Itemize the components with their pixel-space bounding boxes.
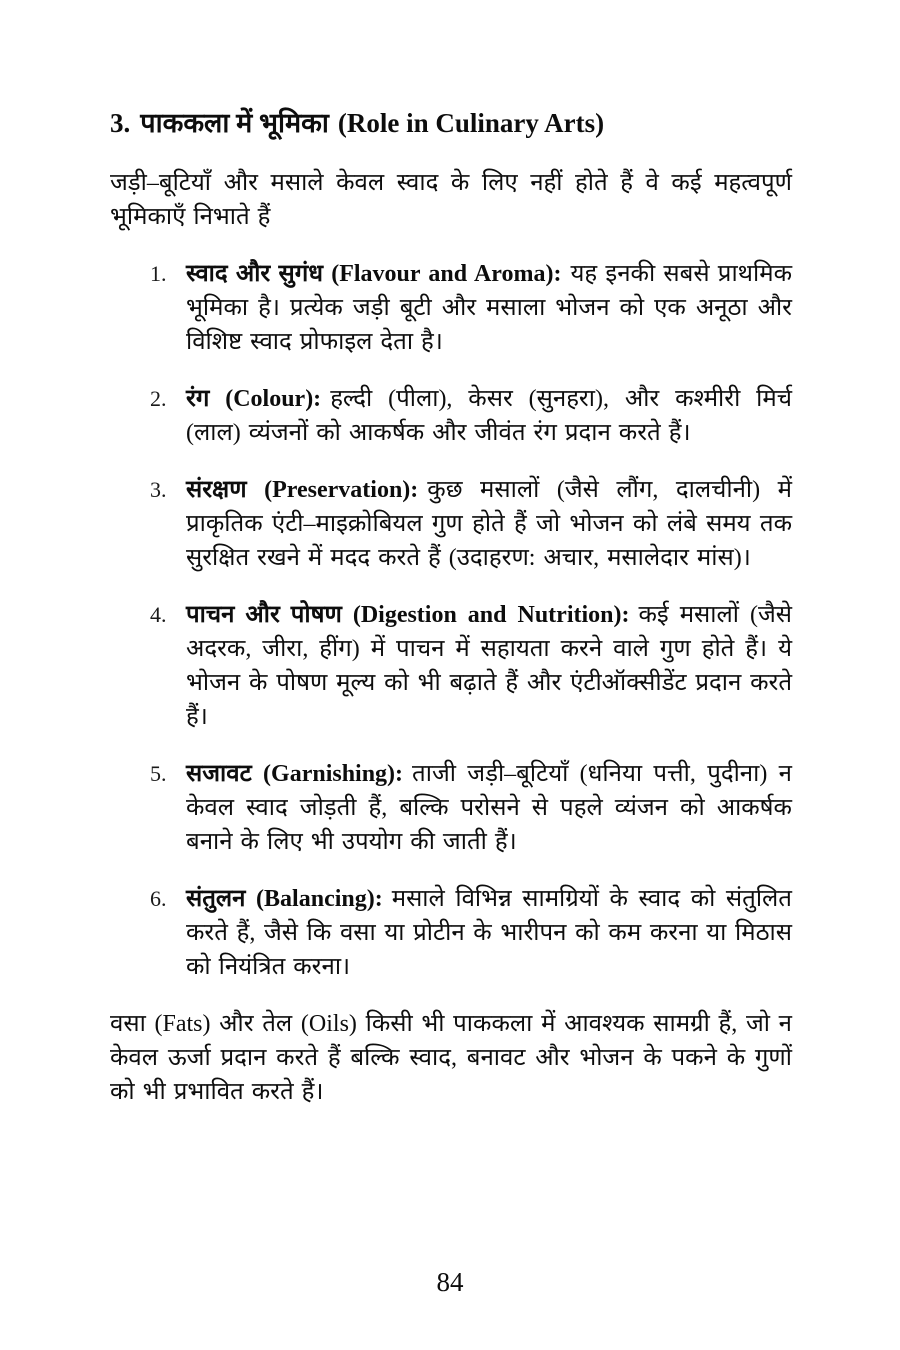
- list-item-description: ताजी जड़ी–बूटियाँ (धनिया पत्ती, पुदीना) न केवल स्वाद जोड़ती हैं, बल्कि परोसने से पहले व्यंजन को आकर्षक बनाने के लिए भी उपयोग की जाती हैं।: [186, 761, 792, 855]
- list-item-flavour-aroma: [150, 257, 792, 359]
- list-item-number: 3.: [150, 477, 167, 502]
- list-item-colour: [150, 382, 792, 450]
- list-item-body: [186, 757, 792, 859]
- list-item-number: 2.: [150, 386, 167, 411]
- list-item-body: [186, 382, 792, 450]
- closing-paragraph: वसा (Fats) और तेल (Oils) किसी भी पाककला में आवश्यक सामग्री हैं, जो न केवल ऊर्जा प्रदान करते हैं बल्कि स्वाद, बनावट और भोजन के पकने के गुणों को भी प्रभावित करते हैं।: [110, 1011, 792, 1105]
- list-item-preservation: [150, 473, 792, 575]
- list-item-digestion-nutrition: [150, 598, 792, 734]
- list-item-body: [186, 473, 792, 575]
- section-heading-title-hindi: पाककला में भूमिका: [140, 108, 329, 138]
- list-item-term: संतुलन (Balancing):: [186, 886, 383, 912]
- list-item-term: स्वाद और सुगंध (Flavour and Aroma):: [186, 261, 562, 287]
- list-item-body: [186, 598, 792, 734]
- list-item-description: कई मसालों (जैसे अदरक, जीरा, हींग) में पाचन में सहायता करने वाले गुण होते हैं। ये भोजन के पोषण मूल्य को भी बढ़ाते हैं और एंटीऑक्सीडेंट प्रदान करते हैं।: [186, 602, 792, 730]
- page-number: 84: [436, 1267, 464, 1297]
- intro-paragraph: जड़ी–बूटियाँ और मसाले केवल स्वाद के लिए नहीं होते हैं वे कई महत्वपूर्ण भूमिकाएँ निभाते हैं: [110, 170, 792, 230]
- list-item-term: पाचन और पोषण (Digestion and Nutrition):: [186, 602, 630, 628]
- list-item-description: कुछ मसालों (जैसे लौंग, दालचीनी) में प्राकृतिक एंटी–माइक्रोबियल गुण होते हैं जो भोजन को लंबे समय तक सुरक्षित रखने में मदद करते हैं (उदाहरण: अचार, मसालेदार मांस)।: [186, 477, 792, 571]
- list-item-body: [186, 257, 792, 359]
- list-item-description: हल्दी (पीला), केसर (सुनहरा), और कश्मीरी मिर्च (लाल) व्यंजनों को आकर्षक और जीवंत रंग प्रदान करते हैं।: [186, 386, 792, 446]
- list-item-term: संरक्षण (Preservation):: [186, 477, 419, 503]
- section-heading: [110, 104, 792, 142]
- list-item-term: सजावट (Garnishing):: [186, 761, 404, 787]
- list-item-body: [186, 882, 792, 984]
- list-item-garnishing: [150, 757, 792, 859]
- section-heading-number: 3.: [110, 108, 131, 138]
- list-item-number: 5.: [150, 761, 167, 786]
- list-item-description: मसाले विभिन्न सामग्रियों के स्वाद को संतुलित करते हैं, जैसे कि वसा या प्रोटीन के भारीपन को कम करना या मिठास को नियंत्रित करना।: [186, 886, 792, 980]
- section-heading-title-english: (Role in Culinary Arts): [337, 108, 605, 138]
- list-item-term: रंग (Colour):: [186, 386, 322, 412]
- list-item-number: 6.: [150, 886, 167, 911]
- list-item-balancing: [150, 882, 792, 984]
- list-item-number: 1.: [150, 261, 167, 286]
- roles-ordered-list: [150, 257, 792, 984]
- list-item-description: यह इनकी सबसे प्राथमिक भूमिका है। प्रत्येक जड़ी बूटी और मसाला भोजन को एक अनूठा और विशिष्ट स्वाद प्रोफाइल देता है।: [186, 261, 792, 355]
- list-item-number: 4.: [150, 602, 167, 627]
